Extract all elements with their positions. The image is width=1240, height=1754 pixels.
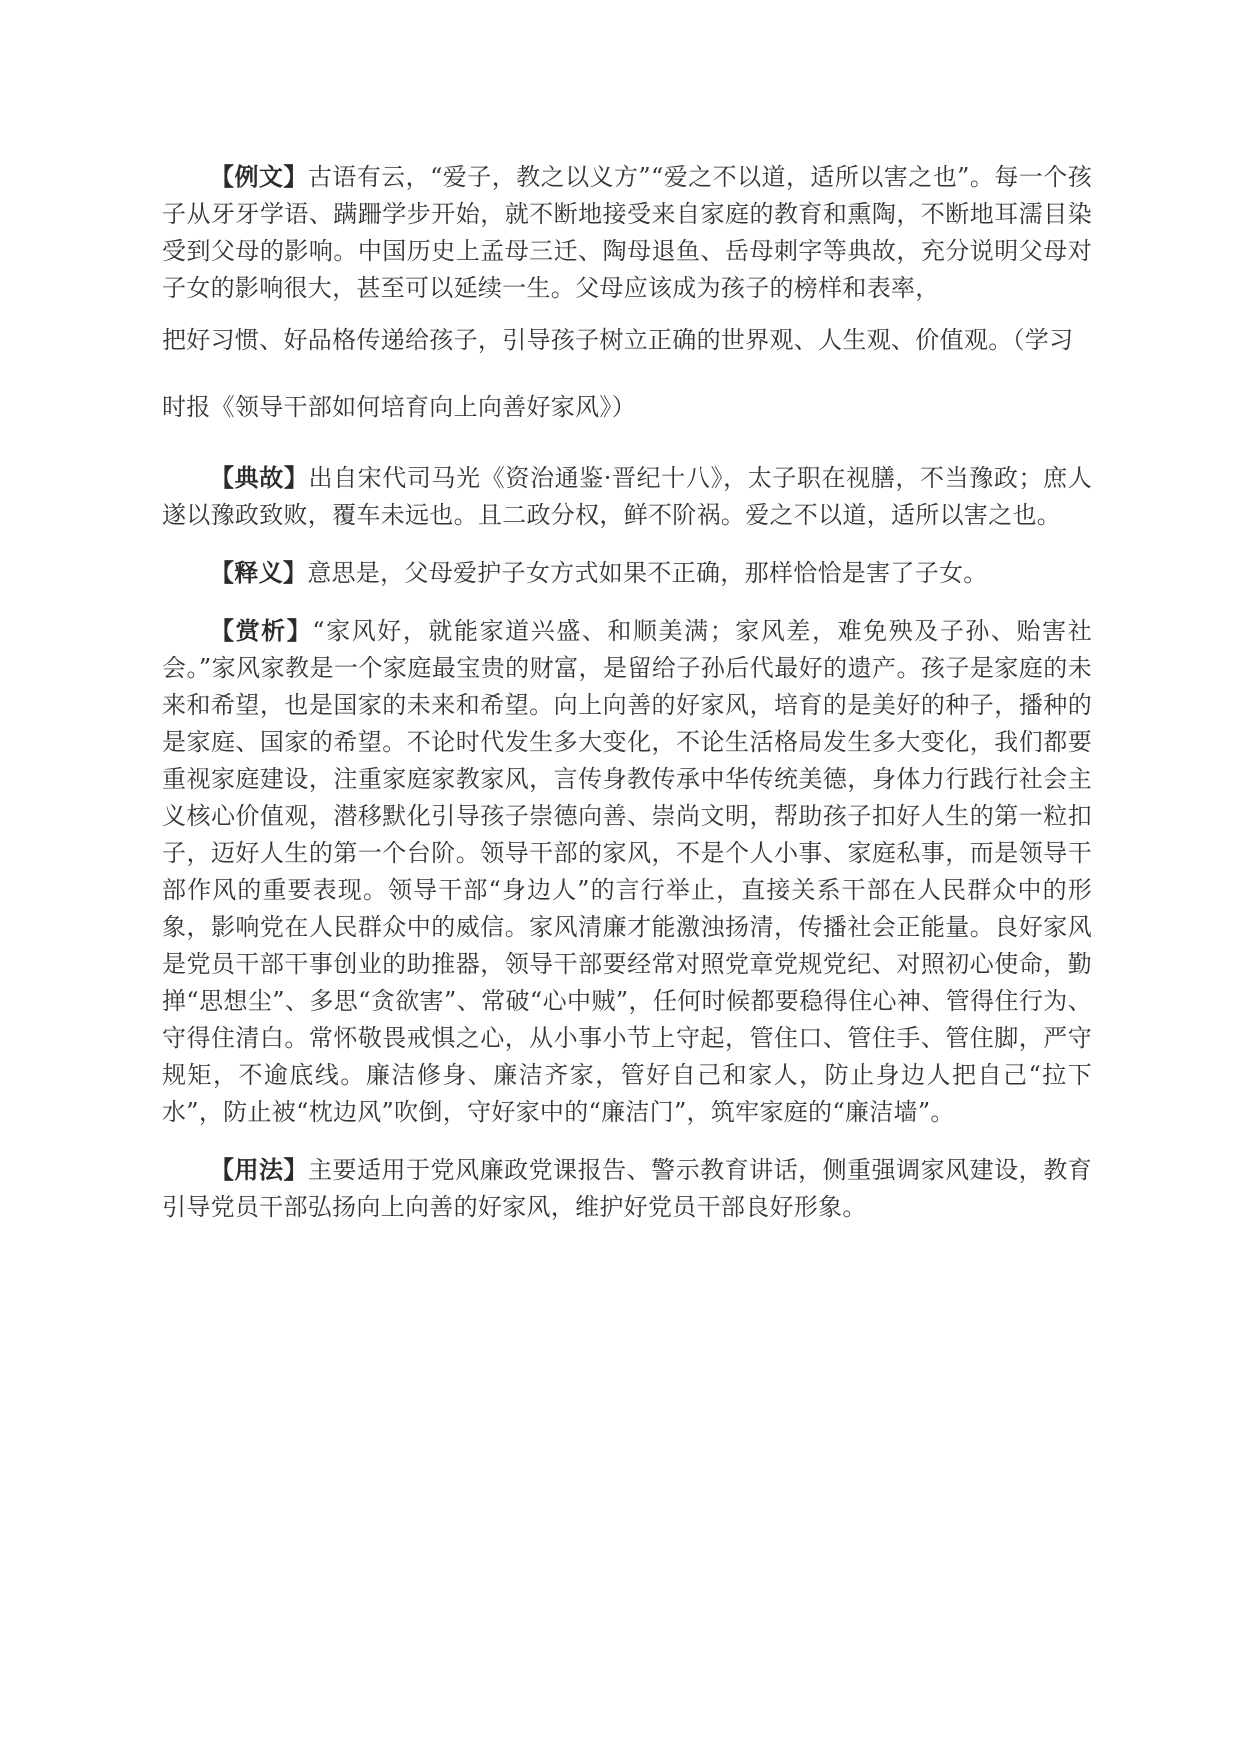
example-source: （学习时报《领导干部如何培育向上向善好家风》） — [162, 326, 1074, 421]
allusion-paragraph — [162, 459, 1092, 534]
appreciation-text: “家风好，就能家道兴盛、和顺美满；家风差，难免殃及子孙、贻害社会。”家风家教是一个家庭最宝贵的财富，是留给子孙后代最好的遗产。孩子是家庭的未来和希望，也是国家的未来和希望。向上向善的好家风，培育的是美好的种子，播种的是家庭、国家的希望。不论时代发生多大变化，不论生活格局发生多大变化，我们都要重视家庭建设，注重家庭家教家风，言传身教传承中华传统美德，身体力行践行社会主义核心价值观，潜移默化引导孩子崇德向善、崇尚文明，帮助孩子扣好人生的第一粒扣子，迈好人生的第一个台阶。领导干部的家风，不是个人小事、家庭私事，而是领导干部作风的重要表现。领导干部“身边人”的言行举止，直接关系干部在人民群众中的形象，影响党在人民群众中的威信。家风清廉才能激浊扬清，传播社会正能量。良好家风是党员干部干事创业的助推器，领导干部要经常对照党章党规党纪、对照初心使命，勤掸“思想尘”、多思“贪欲害”、常破“心中贼”，任何时候都要稳得住心神、管得住行为、守得住清白。常怀敬畏戒惧之心，从小事小节上守起，管住口、管住手、管住脚，严守规矩，不逾底线。廉洁修身、廉洁齐家，管好自己和家人，防止身边人把自己“拉下水”，防止被“枕边风”吹倒，守好家中的“廉洁门”，筑牢家庭的“廉洁墙”。 — [162, 617, 1092, 1126]
appreciation-label: 【赏析】 — [210, 616, 313, 645]
example-label: 【例文】 — [210, 162, 308, 191]
example-continuation — [162, 307, 1092, 441]
allusion-label: 【典故】 — [210, 463, 309, 492]
appreciation-paragraph — [162, 612, 1092, 1131]
usage-label: 【用法】 — [210, 1155, 309, 1184]
meaning-paragraph — [162, 554, 1092, 592]
document-body — [162, 158, 1092, 1246]
usage-paragraph — [162, 1151, 1092, 1226]
meaning-label: 【释义】 — [210, 558, 308, 587]
example-text: 古语有云，“爱子，教之以义方”“爱之不以道，适所以害之也”。每一个孩子从牙牙学语、蹒跚学步开始，就不断地接受来自家庭的教育和熏陶，不断地耳濡目染受到父母的影响。中国历史上孟母三迁、陶母退鱼、岳母刺字等典故，充分说明父母对子女的影响很大，甚至可以延续一生。父母应该成为孩子的榜样和表率， — [162, 163, 1092, 302]
usage-text: 主要适用于党风廉政党课报告、警示教育讲话，侧重强调家风建设，教育引导党员干部弘扬向上向善的好家风，维护好党员干部良好形象。 — [162, 1156, 1092, 1221]
allusion-text: 出自宋代司马光《资治通鉴·晋纪十八》，太子职在视膳，不当豫政；庶人遂以豫政致败，覆车未远也。且二政分权，鲜不阶祸。爱之不以道，适所以害之也。 — [162, 464, 1092, 529]
example-paragraph — [162, 158, 1092, 307]
meaning-text: 意思是，父母爱护子女方式如果不正确，那样恰恰是害了子女。 — [307, 559, 988, 587]
example-text-continued: 把好习惯、好品格传递给孩子，引导孩子树立正确的世界观、人生观、价值观。 — [162, 326, 1013, 354]
